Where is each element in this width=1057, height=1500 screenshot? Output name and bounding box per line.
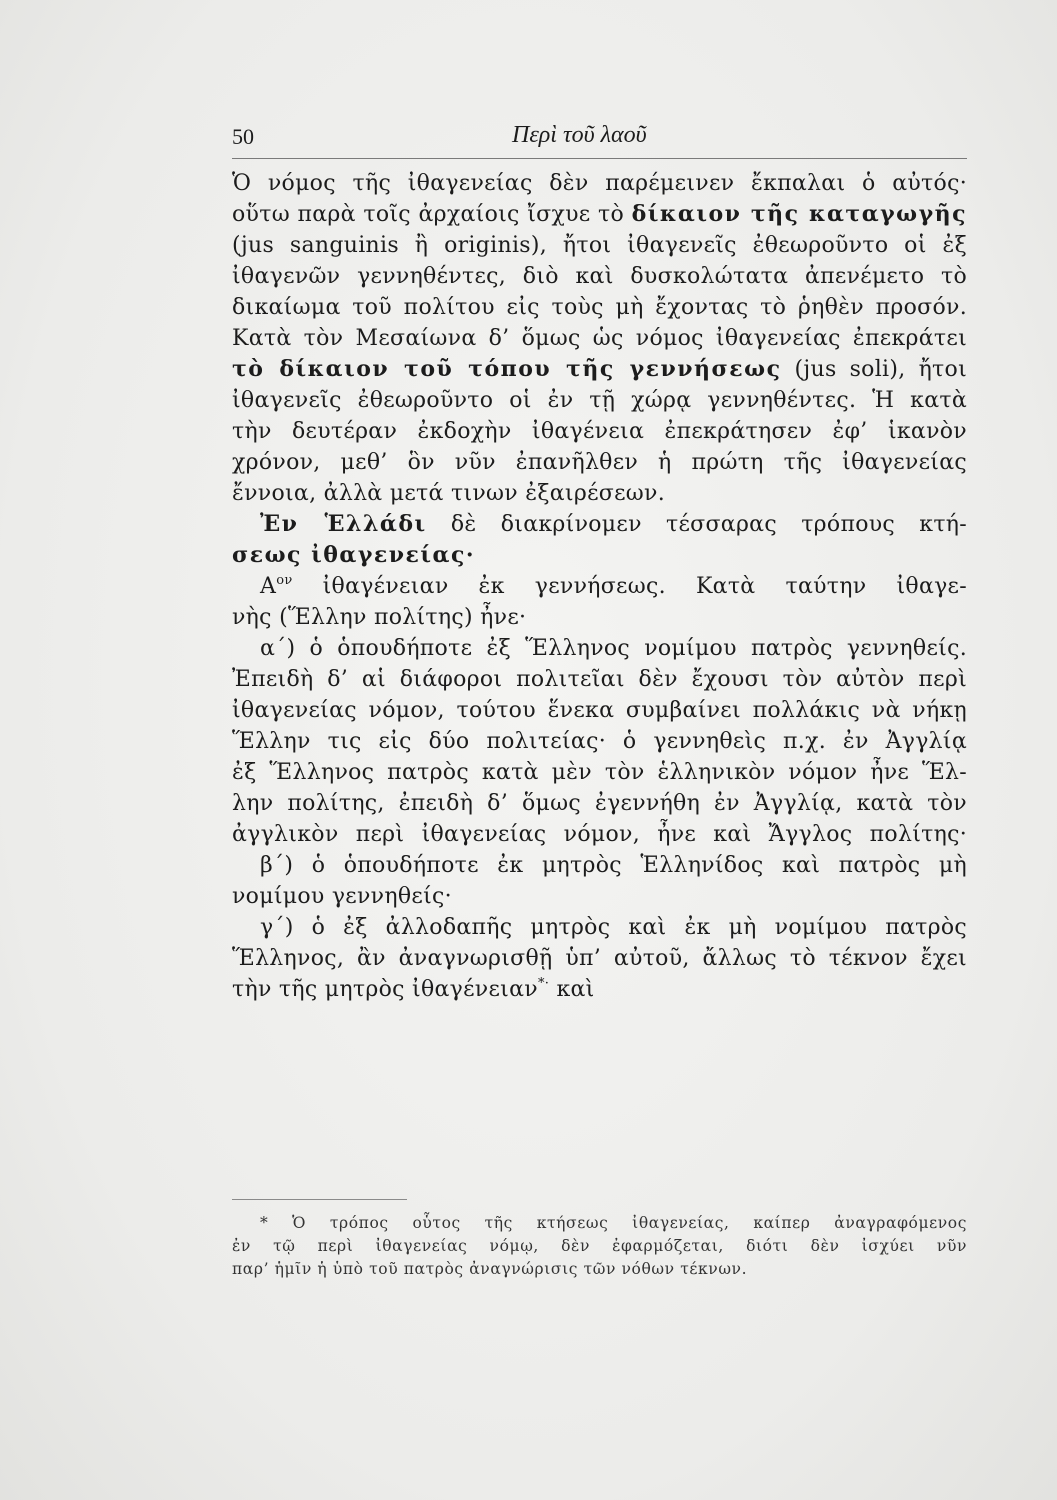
footnote [232,1212,967,1281]
text-line: ἰθαγενῶν γεννηθέντες, διὸ καὶ δυσκολώτατα ἀπενέμετο τὸ [232,264,967,289]
text-line: ἐξ Ἕλληνος πατρὸς κατὰ μὲν τὸν ἑλληνικὸν νόμον ἦνε Ἕλ- [232,760,967,785]
text-line: οὕτω παρὰ τοῖς ἀρχαίοις ἴσχυε τὸ δίκαιον τῆς καταγωγῆς [232,201,967,227]
text-line: δικαίωμα τοῦ πολίτου εἰς τοὺς μὴ ἔχοντας τὸ ῥηθὲν προσόν. [232,295,967,320]
footnote-line: * Ὁ τρόπος οὗτος τῆς κτήσεως ἰθαγενείας, καίπερ ἀναγραφόμενος [260,1214,967,1232]
footnote-marker: *· [537,976,550,991]
page-header [232,118,962,158]
text-line: λην πολίτης, ἐπειδὴ δ’ ὅμως ἐγεννήθη ἐν Ἀγγλίᾳ, κατὰ τὸν [232,791,967,816]
text-line: Ἕλληνος, ἂν ἀναγνωρισθῇ ὑπ’ αὐτοῦ, ἄλλως τὸ τέκνον ἔχει [232,946,967,971]
spaced-emphasis: Ἐν Ἑλλάδι [260,511,427,537]
text-line: Ἐν Ἑλλάδι δὲ διακρίνομεν τέσσαρας τρόπους κτή- [260,511,967,537]
text-line: β΄) ὁ ὁπουδήποτε ἐκ μητρὸς Ἑλληνίδος καὶ πατρὸς μὴ [260,853,967,878]
text-line [232,540,967,571]
spaced-emphasis: τὸ δίκαιον τοῦ τόπου τῆς γεννήσεως [232,356,782,382]
text-line: ἀγγλικὸν περὶ ἰθαγενείας νόμον, ἦνε καὶ Ἄγγλος πολίτης· [232,822,967,847]
text-line: ἰθαγενείας νόμον, τούτου ἕνεκα συμβαίνει πολλάκις νὰ νήκῃ [232,698,967,723]
text-line: τὴν δευτέραν ἐκδοχὴν ἰθαγένεια ἐπεκράτησεν ἐφ’ ἱκανὸν [232,419,967,444]
footnote-line: ἐν τῷ περὶ ἰθαγενείας νόμῳ, δὲν ἐφαρμόζεται, διότι δὲν ἰσχύει νῦν [232,1237,967,1255]
footnote-line: παρ’ ἡμῖν ἡ ὑπὸ τοῦ πατρὸς ἀναγνώρισις τῶν νόθων τέκνων. [232,1260,748,1278]
footnote-rule [232,1199,407,1200]
text-line: νομίμου γεννηθείς· [232,884,452,909]
text-line: Ὁ νόμος τῆς ἰθαγενείας δὲν παρέμεινεν ἔκπαλαι ὁ αὐτός· [232,171,967,196]
spaced-emphasis: σεως ἰθαγενείας· [232,542,476,568]
text-line: τὸ δίκαιον τοῦ τόπου τῆς γεννήσεως (jus soli), ἤτοι [232,356,967,382]
text-line: χρόνον, μεθ’ ὃν νῦν ἐπανῆλθεν ἡ πρώτη τῆς ἰθαγενείας [232,450,967,475]
text-line: γ΄) ὁ ἐξ ἀλλοδαπῆς μητρὸς καὶ ἐκ μὴ νομίμου πατρὸς [260,915,967,940]
text-line: (jus sanguinis ἢ originis), ἤτοι ἰθαγενεῖς ἐθεωροῦντο οἱ ἐξ [232,233,967,258]
text-line: νὴς (Ἕλλην πολίτης) ἦνε· [232,605,527,630]
text-line: α΄) ὁ ὁπουδήποτε ἐξ Ἕλληνος νομίμου πατρὸς γεννηθείς. [260,636,967,661]
spaced-emphasis: δίκαιον τῆς καταγωγῆς [631,201,967,227]
text-line: Κατὰ τὸν Μεσαίωνα δ’ ὅμως ὡς νόμος ἰθαγενείας ἐπεκράτει [232,326,967,351]
superscript: ον [276,573,293,588]
page-number: 50 [232,124,254,149]
text-line: ἰθαγενεῖς ἐθεωροῦντο οἱ ἐν τῇ χώρᾳ γεννηθέντες. Ἡ κατὰ [232,388,967,413]
body-text [232,168,967,1005]
text-line: Ἐπειδὴ δ’ αἱ διάφοροι πολιτεῖαι δὲν ἔχουσι τὸν αὐτὸν περὶ [232,667,967,692]
text-line: τὴν τῆς μητρὸς ἰθαγένειαν*· καὶ [232,976,595,1002]
text-line: Ἕλλην τις εἰς δύο πολιτείας· ὁ γεννηθεὶς π.χ. ἐν Ἀγγλίᾳ [232,729,967,754]
header-rule [232,158,967,159]
text-line: ἔννοια, ἀλλὰ μετά τινων ἐξαιρέσεων. [232,481,666,506]
running-title: Περὶ τοῦ λαοῦ [512,122,647,148]
text-line: $A^{o\nu}$ ἰθαγένειαν ἐκ γεννήσεως. Κατὰ ταύτην ἰθαγε- [260,573,967,599]
